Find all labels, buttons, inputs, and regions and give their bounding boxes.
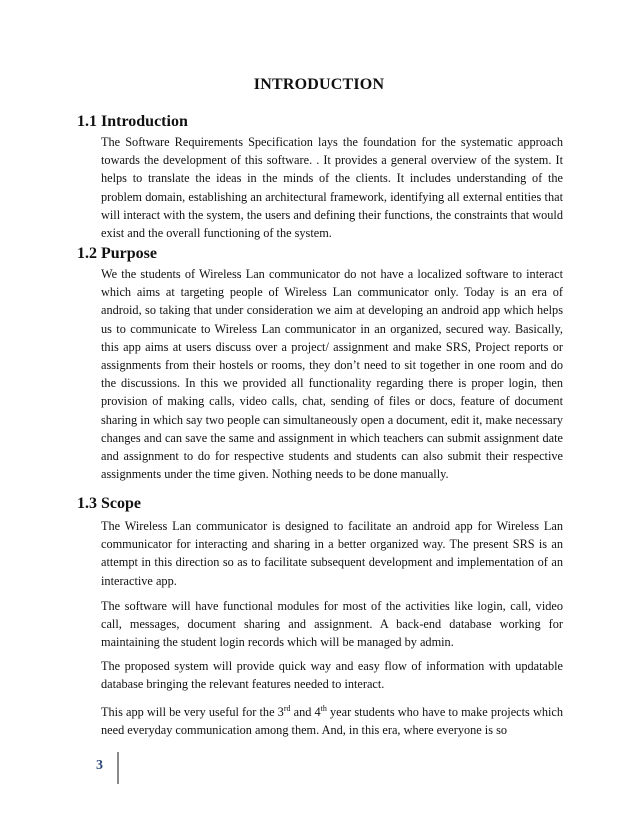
footer-divider	[117, 752, 119, 784]
section-heading-purpose: 1.2 Purpose	[77, 245, 157, 262]
superscript-th: th	[320, 703, 327, 713]
section-heading-introduction: 1.1 Introduction	[77, 113, 188, 130]
scope-paragraph-4-text-3: year students who have to make projects which need everyday communication among them. And, in this era, where everyone is so	[101, 705, 563, 738]
page-title: INTRODUCTION	[253, 76, 385, 93]
scope-paragraph-4-text-2: and 4	[290, 705, 321, 719]
superscript-rd: rd	[283, 703, 291, 713]
scope-paragraph-2: The software will have functional modules for most of the activities like login, call, video call, messages, document sharing and assignment. A back-end database working for maintaining the student login records which will be managed by admin.	[101, 599, 563, 650]
page-number: 3	[96, 758, 103, 773]
scope-paragraph-3: The proposed system will provide quick way and easy flow of information with updatable database bringing the relevant features needed to interact.	[101, 659, 563, 692]
scope-paragraph-4-text-1: This app will be very useful for the 3	[101, 705, 284, 719]
scope-paragraph-4	[101, 703, 563, 739]
scope-paragraph-1: The Wireless Lan communicator is designed to facilitate an android app for Wireless Lan communicator for interacting and sharing in a better organized way. The present SRS is an attempt in this direction so as to facilitate subsequent development and implementation of an interactive app.	[101, 519, 563, 588]
purpose-paragraph: We the students of Wireless Lan communicator do not have a localized software to interact which aims at targeting people of Wireless Lan communicator only. Today is an era of android, so taking that under consideration we aim at developing an android app which helps us to communicate to Wireless Lan communicator in an organized, secured way. Basically, this app aims at users discuss over a project/ assignment and make SRS, Project reports or assignments from their hostels or rooms, they don’t need to sit together in one room and do the discussions. In this we provided all functionality regarding there is proper login, then provision of making calls, video calls, chat, sending of files or docs, feature of document sharing in which say two people can simultaneously open a document, edit it, make necessary changes and can save the same and assignment in which teachers can submit assignment date and assignment to do for respective students and students can also submit their respective assignments under the time given. Nothing needs to be done manually.	[101, 267, 563, 482]
introduction-paragraph: The Software Requirements Specification lays the foundation for the systematic approach towards the development of this software. . It provides a general overview of the system. It helps to translate the ideas in the minds of the clients. It includes understanding of the problem domain, establishing an architectural framework, identifying all external entities that will interact with the system, the users and defining their functions, the constraints that would exist and the overall functioning of the system.	[101, 135, 563, 241]
section-heading-scope: 1.3 Scope	[77, 495, 141, 512]
